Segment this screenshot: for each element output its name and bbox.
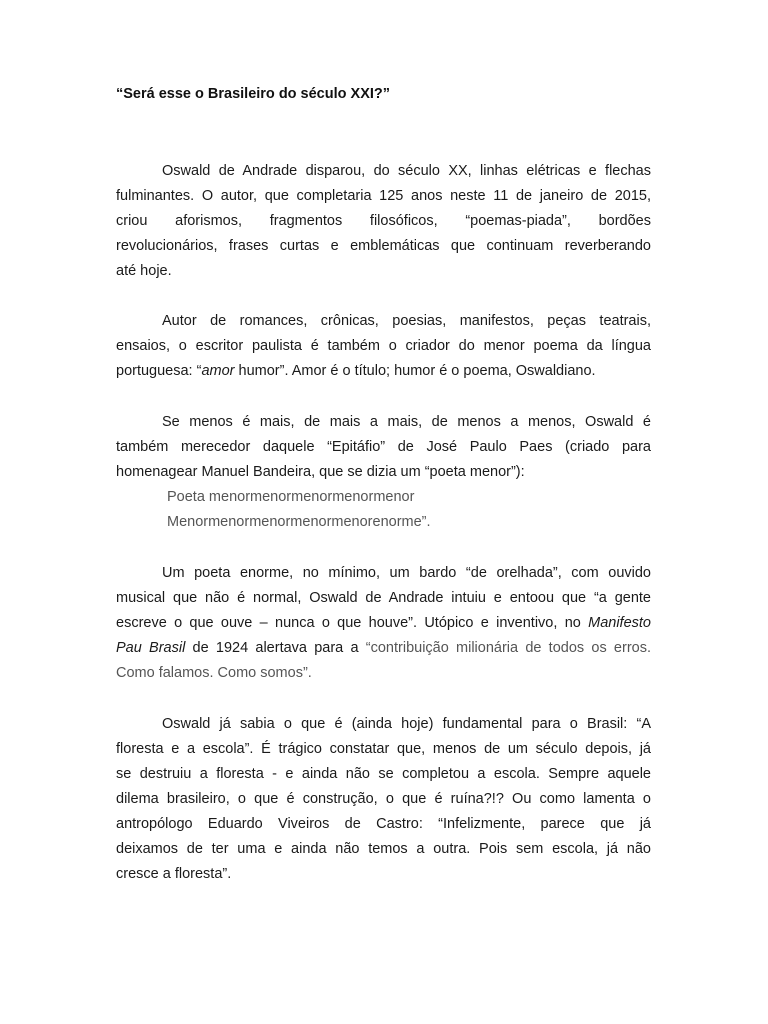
- paragraph-line: Autor de romances, crônicas, poesias, manifestos, peças teatrais,: [162, 313, 651, 329]
- quoted-text: “contribuição milionária de todos os erros.: [365, 640, 651, 656]
- paragraph-line: dilema brasileiro, o que é construção, o que é ruína?!? Ou como lamenta o: [116, 791, 651, 807]
- paragraph-line: também merecedor daquele “Epitáfio” de José Paulo Paes (criado para: [116, 439, 651, 455]
- text-run: humor”. Amor é o título; humor é o poema, Oswaldiano.: [234, 363, 596, 379]
- paragraph-line: homenagear Manuel Bandeira, que se dizia um “poeta menor”):: [116, 464, 525, 480]
- paragraph-line: Um poeta enorme, no mínimo, um bardo “de orelhada”, com ouvido: [162, 565, 651, 581]
- paragraph-line: [116, 636, 651, 661]
- paragraph-line: cresce a floresta”.: [116, 866, 232, 882]
- paragraph-line: ensaios, o escritor paulista é também o criador do menor poema da língua: [116, 338, 651, 354]
- paragraph-line: musical que não é normal, Oswald de Andrade intuiu e entoou que “a gente: [116, 590, 651, 606]
- paragraph-3: [116, 410, 651, 535]
- paragraph-line: fulminantes. O autor, que completaria 125 anos neste 11 de janeiro de 2015,: [116, 188, 651, 204]
- paragraph-2: [116, 309, 651, 384]
- text-run: portuguesa: “: [116, 363, 202, 379]
- paragraph-1: [116, 159, 651, 284]
- paragraph-line: Como falamos. Como somos”.: [116, 665, 312, 681]
- paragraph-line: Oswald já sabia o que é (ainda hoje) fundamental para o Brasil: “A: [162, 716, 651, 732]
- paragraph-line: [116, 359, 651, 384]
- poem-line-2: Menormenormenormenormenorenorme”.: [167, 514, 431, 530]
- paragraph-line: revolucionários, frases curtas e emblemáticas que continuam reverberando: [116, 238, 651, 254]
- paragraph-line: deixamos de ter uma e ainda não temos a outra. Pois sem escola, já não: [116, 841, 651, 857]
- italic-text: Pau Brasil: [116, 640, 186, 656]
- paragraph-line: se destruiu a floresta - e ainda não se completou a escola. Sempre aquele: [116, 766, 651, 782]
- paragraph-line: até hoje.: [116, 263, 172, 279]
- paragraph-line: floresta e a escola”. É trágico constatar que, menos de um século depois, já: [116, 741, 651, 757]
- paragraph-line: criou aforismos, fragmentos filosóficos, “poemas-piada”, bordões: [116, 213, 651, 229]
- paragraph-line: [116, 611, 651, 636]
- paragraph-4: [116, 561, 651, 686]
- italic-text: Manifesto: [588, 615, 651, 631]
- paragraph-line: Oswald de Andrade disparou, do século XX, linhas elétricas e flechas: [162, 163, 651, 179]
- text-run: escreve o que ouve – nunca o que houve”. Utópico e inventivo, no: [116, 615, 589, 631]
- poem-line-1: Poeta menormenormenormenormenor: [167, 489, 415, 505]
- text-run: de 1924 alertava para a: [185, 640, 366, 656]
- paragraph-line: antropólogo Eduardo Viveiros de Castro: “Infelizmente, parece que já: [116, 816, 651, 832]
- paragraph-line: Se menos é mais, de mais a mais, de menos a menos, Oswald é: [162, 414, 651, 430]
- paragraph-5: [116, 712, 651, 887]
- italic-text: amor: [201, 363, 235, 379]
- article-title: “Será esse o Brasileiro do século XXI?”: [116, 86, 390, 102]
